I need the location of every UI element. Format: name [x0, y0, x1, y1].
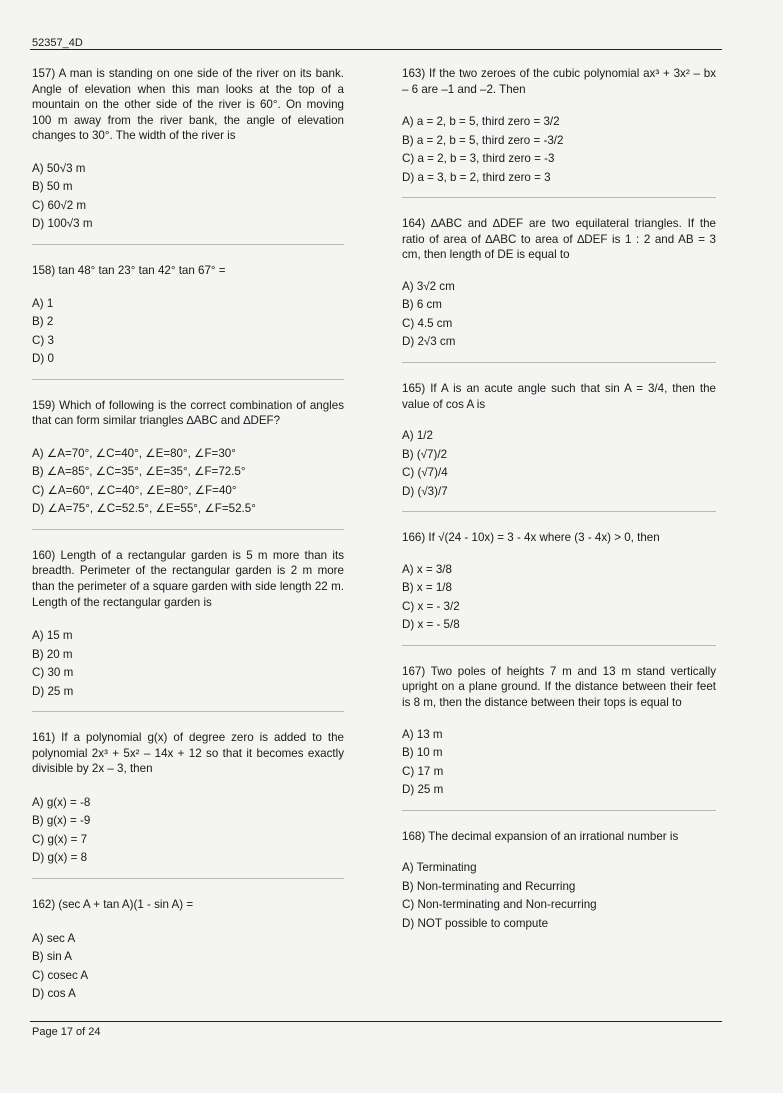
answer-option: D) (√3)/7 — [402, 484, 448, 498]
answer-option: A) g(x) = -8 — [32, 795, 91, 809]
answer-option: B) x = 1/8 — [402, 581, 452, 595]
answer-option: D) 25 m — [402, 783, 444, 797]
question-separator — [402, 197, 716, 198]
question-text: 168) The decimal expansion of an irrational number is — [402, 829, 679, 843]
answer-option: D) 0 — [32, 352, 54, 366]
answer-option: B) 6 cm — [402, 298, 442, 312]
answer-option: C) x = - 3/2 — [402, 599, 460, 613]
question-text: 160) Length of a rectangular garden is 5 m more than its breadth. Perimeter of the rectangular garden is 2 m more than the perimeter of a square garden with side length 22 m. Length of the rectangular garden is — [32, 548, 344, 609]
answer-option: A) 50√3 m — [32, 161, 86, 175]
answer-option: B) (√7)/2 — [402, 447, 448, 461]
answer-option: C) 3 — [32, 333, 54, 347]
left-column — [32, 66, 344, 1004]
question-text: 161) If a polynomial g(x) of degree zero is added to the polynomial 2x³ + 5x² – 14x + 12 so that it becomes exactly divisible by 2x – 3, then — [32, 731, 344, 776]
answer-options — [402, 859, 716, 933]
question-left_questions-2 — [32, 263, 344, 369]
answer-option: A) 15 m — [32, 629, 73, 643]
question-separator — [32, 244, 344, 245]
answer-options — [402, 726, 716, 800]
question-text: 167) Two poles of heights 7 m and 13 m stand vertically upright on a plane ground. If the distance between their feet is 8 m, then the distance between their tops is equal to — [402, 664, 716, 709]
answer-option: C) a = 2, b = 3, third zero = -3 — [402, 152, 555, 166]
question-right_questions-3 — [402, 381, 716, 501]
question-text: 164) ∆ABC and ∆DEF are two equilateral triangles. If the ratio of area of ∆ABC to area of ∆DEF is 1 : 2 and AB = 3 cm, then length of DE is equal to — [402, 217, 716, 262]
question-text: 162) (sec A + tan A)(1 - sin A) = — [32, 897, 194, 911]
question-separator — [32, 878, 344, 879]
question-right_questions-4 — [402, 530, 716, 635]
question-separator — [32, 379, 344, 380]
right-column — [402, 66, 716, 933]
answer-option: A) 1 — [32, 296, 54, 310]
answer-option: C) g(x) = 7 — [32, 832, 88, 846]
answer-option: D) g(x) = 8 — [32, 851, 88, 865]
answer-option: C) (√7)/4 — [402, 466, 448, 480]
question-text: 157) A man is standing on one side of the river on its bank. Angle of elevation when this man looks at the top of a mountain on the other side of the river is 60°. On moving 100 m away from the river bank, the angle of elevation changes to 30°. The width of the river is — [32, 67, 344, 143]
question-separator — [402, 645, 716, 646]
answer-options — [32, 445, 344, 519]
question-left_questions-1 — [32, 66, 344, 234]
header-divider — [30, 49, 722, 50]
footer-divider — [30, 1021, 722, 1022]
page-number: Page 17 of 24 — [32, 1026, 101, 1038]
answer-option: B) g(x) = -9 — [32, 814, 91, 828]
question-text: 159) Which of following is the correct combination of angles that can form similar triangles ∆ABC and ∆DEF? — [32, 398, 344, 428]
answer-options — [402, 113, 716, 187]
answer-option: D) x = - 5/8 — [402, 618, 460, 632]
answer-option: B) 10 m — [402, 746, 443, 760]
question-left_questions-5 — [32, 730, 344, 868]
question-text: 163) If the two zeroes of the cubic polynomial ax³ + 3x² – bx – 6 are –1 and –2. Then — [402, 67, 716, 96]
answer-option: A) ∠A=70°, ∠C=40°, ∠E=80°, ∠F=30° — [32, 446, 236, 460]
question-separator — [402, 511, 716, 512]
question-right_questions-6 — [402, 829, 716, 934]
answer-option: D) 100√3 m — [32, 217, 93, 231]
answer-option: B) sin A — [32, 950, 72, 963]
answer-option: A) a = 2, b = 5, third zero = 3/2 — [402, 115, 560, 129]
answer-option: A) sec A — [32, 931, 76, 945]
answer-option: B) ∠A=85°, ∠C=35°, ∠E=35°, ∠F=72.5° — [32, 465, 246, 479]
answer-option: A) 3√2 cm — [402, 279, 455, 293]
answer-option: D) a = 3, b = 2, third zero = 3 — [402, 170, 551, 184]
answer-options — [402, 278, 716, 352]
question-separator — [402, 810, 716, 811]
question-right_questions-1 — [402, 66, 716, 187]
answer-option: D) NOT possible to compute — [402, 916, 549, 930]
answer-options — [32, 794, 344, 868]
answer-option: B) 50 m — [32, 180, 73, 194]
answer-option: D) 2√3 cm — [402, 335, 456, 349]
answer-option: C) cosec A — [32, 968, 89, 982]
answer-option: C) 30 m — [32, 666, 74, 680]
question-right_questions-5 — [402, 664, 716, 800]
answer-option: D) ∠A=75°, ∠C=52.5°, ∠E=55°, ∠F=52.5° — [32, 502, 256, 516]
answer-option: C) 60√2 m — [32, 198, 87, 212]
answer-option: B) 2 — [32, 315, 54, 329]
question-left_questions-6 — [32, 897, 344, 1004]
question-text: 165) If A is an acute angle such that sin A = 3/4, then the value of cos A is — [402, 381, 716, 411]
answer-option: C) 4.5 cm — [402, 316, 453, 330]
answer-option: A) 1/2 — [402, 429, 433, 443]
question-text: 166) If √(24 - 10x) = 3 - 4x where (3 - 4x) > 0, then — [402, 531, 660, 545]
answer-options — [32, 930, 344, 1004]
answer-option: C) ∠A=60°, ∠C=40°, ∠E=80°, ∠F=40° — [32, 483, 237, 497]
question-right_questions-2 — [402, 216, 716, 352]
answer-options — [402, 561, 716, 635]
page-code: 52357_4D — [32, 37, 83, 49]
answer-option: B) a = 2, b = 5, third zero = -3/2 — [402, 133, 564, 147]
answer-options — [32, 160, 344, 234]
question-text: 158) tan 48° tan 23° tan 42° tan 67° = — [32, 263, 226, 277]
question-separator — [402, 362, 716, 363]
question-left_questions-4 — [32, 548, 344, 701]
question-left_questions-3 — [32, 398, 344, 519]
answer-option: A) 13 m — [402, 727, 443, 741]
answer-option: D) 25 m — [32, 684, 74, 698]
question-separator — [32, 711, 344, 712]
answer-options — [32, 295, 344, 369]
answer-option: A) Terminating — [402, 861, 477, 875]
question-separator — [32, 529, 344, 530]
answer-options — [32, 627, 344, 701]
answer-option: A) x = 3/8 — [402, 562, 452, 576]
answer-option: B) Non-terminating and Recurring — [402, 879, 576, 893]
answer-options — [402, 427, 716, 501]
answer-option: C) 17 m — [402, 764, 444, 778]
answer-option: D) cos A — [32, 987, 76, 1000]
answer-option: B) 20 m — [32, 647, 73, 661]
answer-option: C) Non-terminating and Non-recurring — [402, 898, 597, 912]
